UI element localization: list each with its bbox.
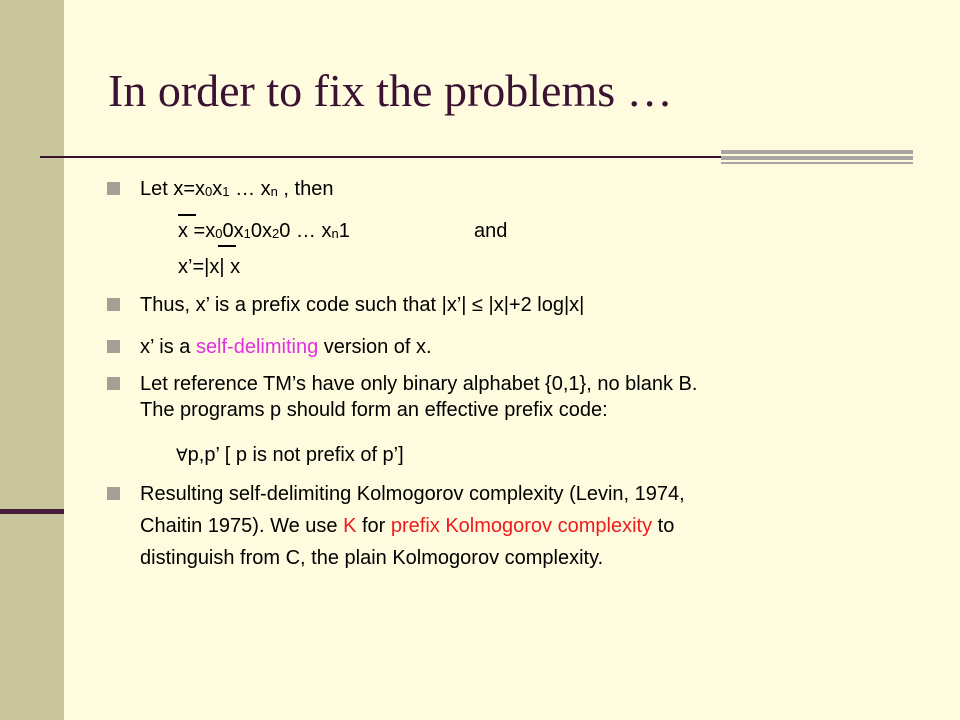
bullet-marker xyxy=(107,182,120,195)
bullet-5-line-2: Chaitin 1975). We use K for prefix Kolmogorov complexity to xyxy=(140,515,675,537)
bullet-4-line-3: ∀p,p’ [ p is not prefix of p’] xyxy=(176,444,404,466)
bullet-1-line-1: Let $x=x_0x_1$ … $x_n$ , then xyxy=(140,178,334,200)
bullet-4-line-2: The programs p should form an effective prefix code: xyxy=(140,399,608,421)
slide-title: In order to fix the problems … xyxy=(108,65,673,116)
forall-symbol: ∀ xyxy=(176,446,188,466)
bullet-marker xyxy=(107,487,120,500)
bullet-1-line-3: x’=|x| x xyxy=(178,256,241,278)
bullet-marker xyxy=(107,340,120,353)
overline-bar xyxy=(178,214,196,216)
self-delimiting-highlight: self-delimiting xyxy=(195,336,319,358)
bullet-2-text: Thus, x’ is a prefix code such that |x’| ≤ |x|+2 log|x| xyxy=(140,294,585,316)
bullet-marker xyxy=(107,298,120,311)
bullet-3-text: x’ is a self-delimiting version of x. xyxy=(140,336,432,358)
bullet-marker xyxy=(107,377,120,390)
bullet-5-line-1: Resulting self-delimiting Kolmogorov complexity (Levin, 1974, xyxy=(140,483,685,505)
prefix-complexity-highlight: prefix Kolmogorov complexity xyxy=(390,515,653,537)
bullet-5-line-3: distinguish from C, the plain Kolmogorov complexity. xyxy=(140,547,604,569)
bullet-4-line-1: Let reference TM’s have only binary alphabet {0,1}, no blank B. xyxy=(140,373,698,395)
k-highlight: K xyxy=(343,515,357,537)
bullet-1-and: and xyxy=(474,220,508,242)
overline-bar xyxy=(218,245,236,247)
bullet-1-line-2: $x =x_00x_10x_20$ … $x_n1$ xyxy=(178,220,350,242)
